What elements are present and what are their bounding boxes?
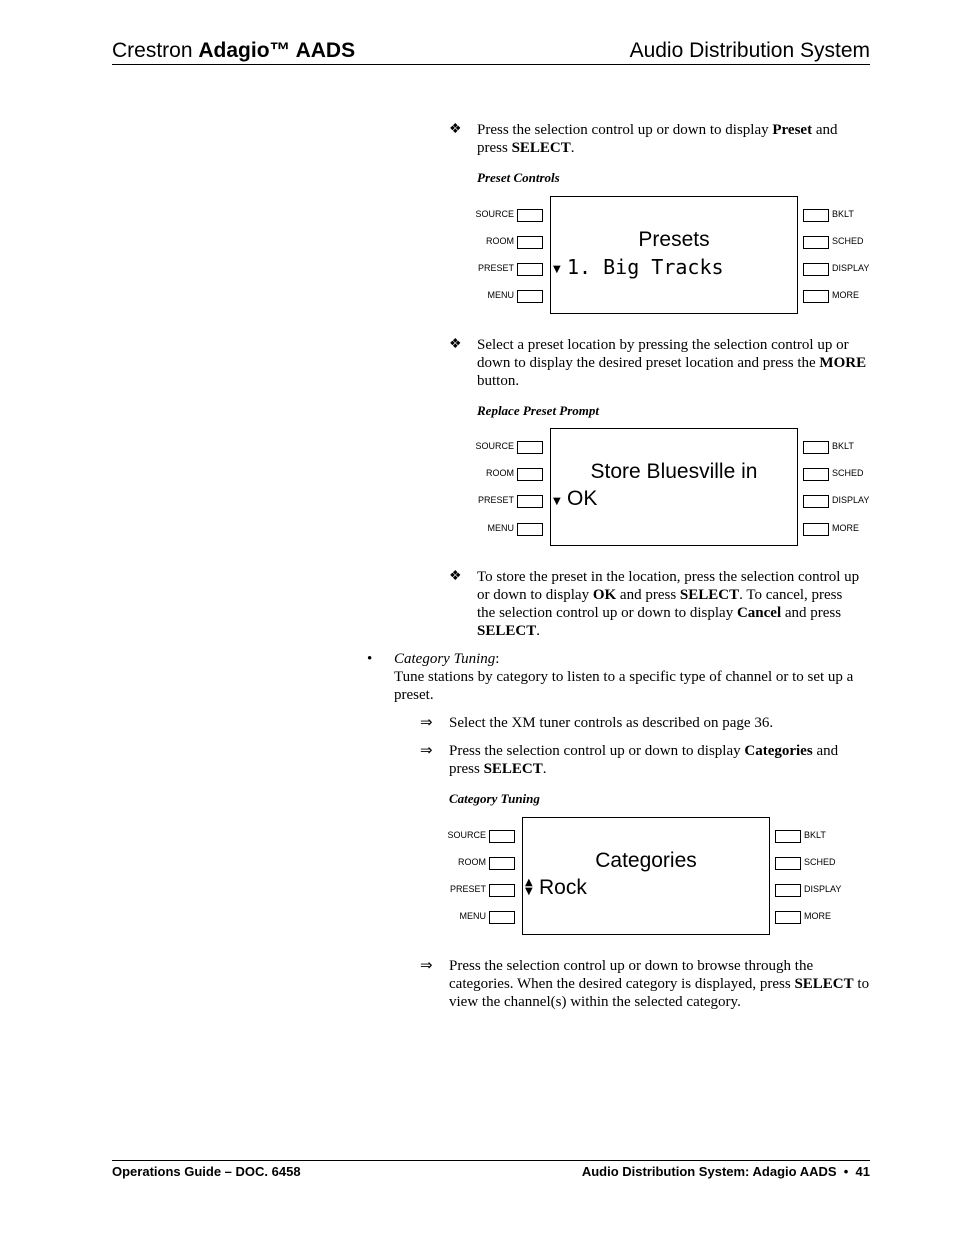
category-tuning-description: Tune stations by category to listen to a specific type of channel or to set up a preset. <box>394 669 854 703</box>
label-room: ROOM <box>486 468 514 478</box>
bklt-button[interactable] <box>775 830 801 843</box>
room-button[interactable] <box>517 236 543 249</box>
label-room: ROOM <box>458 857 486 867</box>
diamond-bullet-icon: ❖ <box>449 122 462 137</box>
menu-button[interactable] <box>489 911 515 924</box>
down-arrow-icon: ▼ <box>553 264 561 275</box>
step-store-preset: To store the preset in the location, press the selection control up or down to display OK and press SELECT. To cancel, press the selection control up or down to display Cancel and press SELECT. <box>477 569 860 639</box>
room-button[interactable] <box>489 857 515 870</box>
display-button[interactable] <box>803 495 829 508</box>
footer-page-number: Audio Distribution System: Adagio AADS • 41 <box>581 1164 870 1179</box>
screen-line-1: Categories <box>595 849 697 872</box>
bklt-button[interactable] <box>803 441 829 454</box>
sched-button[interactable] <box>803 468 829 481</box>
step-browse-categories: Press the selection control up or down to browse through the categories. When the desired category is displayed, press SELECT to view the channel(s) within the selected category. <box>449 958 870 1010</box>
label-display: DISPLAY <box>832 495 870 505</box>
label-more: MORE <box>804 911 831 921</box>
more-button[interactable] <box>803 523 829 536</box>
screen-line-1: Presets <box>638 228 710 251</box>
label-more: MORE <box>832 290 859 300</box>
diamond-bullet-icon: ❖ <box>449 569 462 584</box>
lcd-screen <box>550 428 798 546</box>
label-preset: PRESET <box>449 884 486 894</box>
diamond-bullet-icon: ❖ <box>449 337 462 352</box>
label-display: DISPLAY <box>804 884 842 894</box>
label-source: SOURCE <box>475 209 514 219</box>
label-preset: PRESET <box>477 263 514 273</box>
label-bklt: BKLT <box>804 830 826 840</box>
category-tuning-section: Category Tuning: Tune stations by category to listen to a specific type of channel or to set up a preset. <box>394 650 866 704</box>
down-arrow-icon: ▼ <box>525 886 533 897</box>
label-sched: SCHED <box>832 236 864 246</box>
label-more: MORE <box>832 523 859 533</box>
figure-caption-category-tuning: Category Tuning <box>449 791 540 806</box>
page-header <box>112 38 870 65</box>
label-display: DISPLAY <box>832 263 870 273</box>
keypad-panel-replace-preset <box>476 428 872 546</box>
source-button[interactable] <box>517 209 543 222</box>
keypad-panel-category-tuning <box>448 817 844 935</box>
label-menu: MENU <box>487 290 514 300</box>
lcd-screen <box>550 196 798 314</box>
more-button[interactable] <box>803 290 829 303</box>
step-select-xm-tuner: Select the XM tuner controls as described on page 36. <box>449 715 774 731</box>
header-subtitle: Audio Distribution System <box>629 39 870 62</box>
bklt-button[interactable] <box>803 209 829 222</box>
bullet-dot-icon: • <box>367 651 373 667</box>
preset-button[interactable] <box>517 495 543 508</box>
label-source: SOURCE <box>447 830 486 840</box>
label-room: ROOM <box>486 236 514 246</box>
page-footer <box>112 1160 870 1179</box>
header-brand: Crestron <box>112 39 199 62</box>
lcd-screen <box>522 817 770 935</box>
label-menu: MENU <box>487 523 514 533</box>
source-button[interactable] <box>489 830 515 843</box>
sched-button[interactable] <box>803 236 829 249</box>
label-bklt: BKLT <box>832 441 854 451</box>
display-button[interactable] <box>775 884 801 897</box>
menu-button[interactable] <box>517 290 543 303</box>
display-button[interactable] <box>803 263 829 276</box>
sched-button[interactable] <box>775 857 801 870</box>
header-product: Adagio™ AADS <box>198 39 356 62</box>
menu-button[interactable] <box>517 523 543 536</box>
label-sched: SCHED <box>804 857 836 867</box>
source-button[interactable] <box>517 441 543 454</box>
step-display-categories: Press the selection control up or down to display Categories and press SELECT. <box>449 743 839 777</box>
screen-line-2: 1. Big Tracks <box>567 255 724 279</box>
room-button[interactable] <box>517 468 543 481</box>
preset-button[interactable] <box>517 263 543 276</box>
header-title <box>112 39 355 63</box>
arrow-bullet-icon: ⇒ <box>420 958 433 974</box>
label-sched: SCHED <box>832 468 864 478</box>
step-select-preset: Press the selection control up or down to display Preset and press SELECT. <box>477 122 838 156</box>
down-arrow-icon: ▼ <box>553 496 561 507</box>
arrow-bullet-icon: ⇒ <box>420 743 433 759</box>
figure-caption-preset-controls: Preset Controls <box>477 170 560 185</box>
figure-caption-replace-preset: Replace Preset Prompt <box>477 403 600 418</box>
arrow-bullet-icon: ⇒ <box>420 715 433 731</box>
screen-line-1: Store Bluesville in <box>590 460 758 483</box>
preset-button[interactable] <box>489 884 515 897</box>
label-preset: PRESET <box>477 495 514 505</box>
label-source: SOURCE <box>475 441 514 451</box>
up-arrow-icon: ▲ <box>525 877 533 888</box>
step-select-location: Select a preset location by pressing the selection control up or down to display the desired preset location and press the MORE button. <box>477 337 867 389</box>
category-tuning-heading: Category Tuning <box>394 651 496 667</box>
screen-line-2: Rock <box>539 876 587 899</box>
keypad-panel-preset-controls <box>476 196 872 314</box>
footer-doc-id: Operations Guide – DOC. 6458 <box>112 1164 301 1179</box>
screen-line-2: OK <box>567 487 598 510</box>
label-bklt: BKLT <box>832 209 854 219</box>
more-button[interactable] <box>775 911 801 924</box>
label-menu: MENU <box>459 911 486 921</box>
